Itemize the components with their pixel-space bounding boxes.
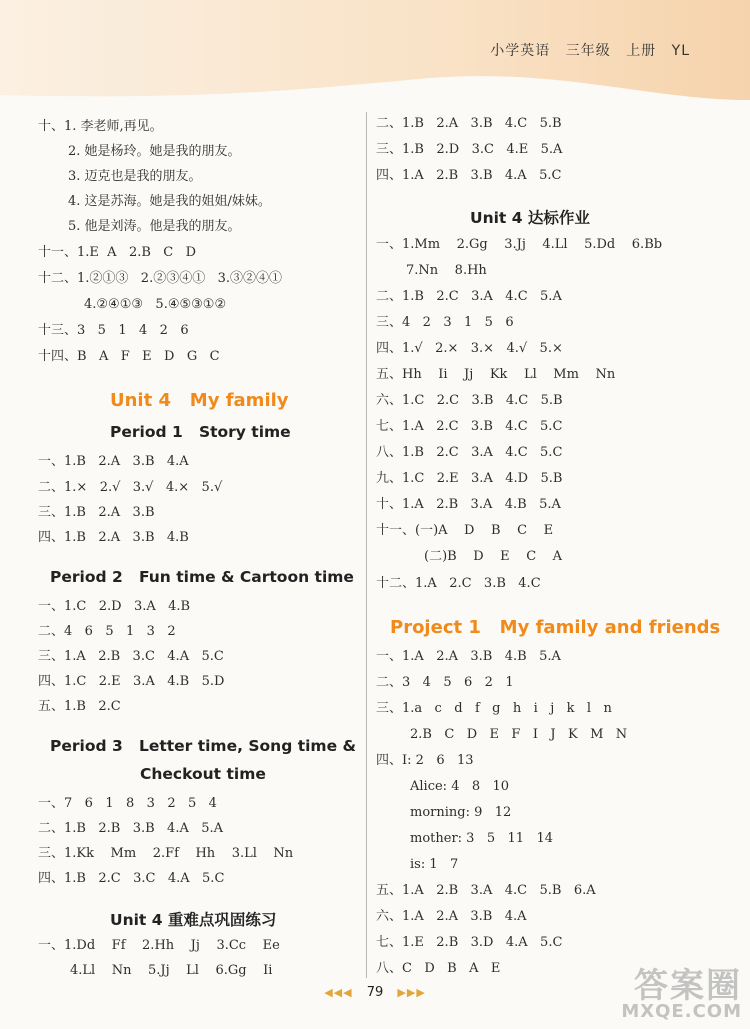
answer-line: 4.Ll Nn 5.Jj Ll 6.Gg Ii (70, 963, 273, 978)
header-grade: 三年级 (565, 43, 611, 59)
answer-line: 十、1.A 2.B 3.A 4.B 5.A (376, 497, 561, 512)
answer-line: 三、1.B 2.D 3.C 4.E 5.A (376, 142, 563, 157)
answer-line: 七、1.E 2.B 3.D 4.A 5.C (376, 935, 563, 950)
answer-line: 四、1.A 2.B 3.B 4.A 5.C (376, 168, 562, 183)
answer-line: 七、1.A 2.C 3.B 4.C 5.C (376, 419, 563, 434)
page-header (0, 0, 750, 100)
answer-line: 三、1.Kk Mm 2.Ff Hh 3.Ll Nn (38, 846, 294, 861)
project-title: Project 1 My family and friends (390, 617, 721, 638)
answer-line: Alice: 4 8 10 (410, 779, 510, 794)
answer-line: 四、1.B 2.C 3.C 4.A 5.C (38, 871, 225, 886)
answer-line: (二)B D E C A (424, 549, 563, 564)
answer-line: 三、1.B 2.A 3.B (38, 505, 155, 520)
answer-line: 十、1. 李老师,再见。 (38, 119, 163, 134)
unit-title: Unit 4 My family (110, 390, 289, 411)
answer-line: 四、I: 2 6 13 (376, 753, 474, 768)
header-subject: 小学英语 (490, 43, 551, 59)
answer-line: 一、1.C 2.D 3.A 4.B (38, 599, 191, 614)
period3-title-cont: Checkout time (140, 765, 266, 783)
answer-line: 一、1.Dd Ff 2.Hh Jj 3.Cc Ee (38, 938, 280, 953)
page-number: 79 (366, 985, 384, 1000)
watermark-text: 答案圈 (634, 966, 742, 1006)
answer-line: 一、1.Mm 2.Gg 3.Jj 4.Ll 5.Dd 6.Bb (376, 237, 663, 252)
answer-line: 二、1.× 2.√ 3.√ 4.× 5.√ (38, 480, 223, 495)
answer-line: 五、1.B 2.C (38, 699, 121, 714)
period2-title: Period 2 Fun time & Cartoon time (50, 568, 354, 586)
answer-line: 五、1.A 2.B 3.A 4.C 5.B 6.A (376, 883, 596, 898)
answer-line: morning: 9 12 (410, 805, 512, 820)
next-arrows-icon: ▶▶▶ (397, 986, 426, 999)
answer-line: 二、1.B 2.B 3.B 4.A 5.A (38, 821, 224, 836)
answer-line: 十一、1.E A 2.B C D (38, 245, 197, 260)
answer-line: 六、1.C 2.C 3.B 4.C 5.B (376, 393, 563, 408)
answer-line: 3. 迈克也是我的朋友。 (68, 169, 202, 184)
answer-line: 十二、1.②①③ 2.②③④① 3.③②④① (38, 271, 283, 286)
answer-line: 一、1.B 2.A 3.B 4.A (38, 454, 189, 469)
period1-title: Period 1 Story time (110, 423, 291, 441)
answer-line: 五、Hh Ii Jj Kk Ll Mm Nn (376, 367, 616, 382)
answer-line: 三、1.a c d f g h i j k l n (376, 701, 612, 716)
answer-line: 4. 这是苏海。她是我的姐姐/妹妹。 (68, 194, 271, 209)
prev-arrows-icon: ◀◀◀ (324, 986, 353, 999)
answer-line: 4.②④①③ 5.④⑤③①② (84, 297, 227, 312)
test-title: Unit 4 达标作业 (470, 209, 590, 227)
header-volume: 上册 (626, 43, 657, 59)
answer-line: 一、7 6 1 8 3 2 5 4 (38, 796, 217, 811)
answer-line: 九、1.C 2.E 3.A 4.D 5.B (376, 471, 563, 486)
answer-line: 三、1.A 2.B 3.C 4.A 5.C (38, 649, 224, 664)
answer-line: 三、4 2 3 1 5 6 (376, 315, 514, 330)
answer-line: is: 1 7 (410, 857, 459, 872)
answer-line: 一、1.A 2.A 3.B 4.B 5.A (376, 649, 561, 664)
answer-line: mother: 3 5 11 14 (410, 831, 553, 846)
answer-line: 四、1.C 2.E 3.A 4.B 5.D (38, 674, 225, 689)
period3-title: Period 3 Letter time, Song time & (50, 737, 357, 755)
answer-line: 5. 他是刘涛。他是我的朋友。 (68, 219, 241, 234)
answer-line: 十二、1.A 2.C 3.B 4.C (376, 576, 541, 591)
watermark (621, 958, 742, 1022)
answer-line: 八、C D B A E (376, 961, 501, 976)
answer-line: 十一、(一)A D B C E (376, 523, 554, 538)
answer-line: 二、3 4 5 6 2 1 (376, 675, 514, 690)
answer-line: 二、1.B 2.C 3.A 4.C 5.A (376, 289, 562, 304)
answer-line: 六、1.A 2.A 3.B 4.A (376, 909, 527, 924)
answer-line: 十三、3 5 1 4 2 6 (38, 323, 189, 338)
review-title: Unit 4 重难点巩固练习 (110, 911, 277, 929)
answer-line: 二、4 6 5 1 3 2 (38, 624, 176, 639)
answer-line: 2. 她是杨玲。她是我的朋友。 (68, 144, 241, 159)
watermark-url: MXQE.COM (621, 1001, 742, 1022)
answer-line: 八、1.B 2.C 3.A 4.C 5.C (376, 445, 563, 460)
answer-line: 二、1.B 2.A 3.B 4.C 5.B (376, 116, 562, 131)
answer-line: 四、1.B 2.A 3.B 4.B (38, 530, 189, 545)
answer-line: 四、1.√ 2.× 3.× 4.√ 5.× (376, 341, 563, 356)
header-edition: YL (671, 43, 690, 59)
answer-line: 2.B C D E F I J K M N (410, 727, 628, 742)
column-divider (366, 112, 367, 978)
answer-line: 十四、B A F E D G C (38, 349, 220, 364)
answer-line: 7.Nn 8.Hh (406, 263, 487, 278)
